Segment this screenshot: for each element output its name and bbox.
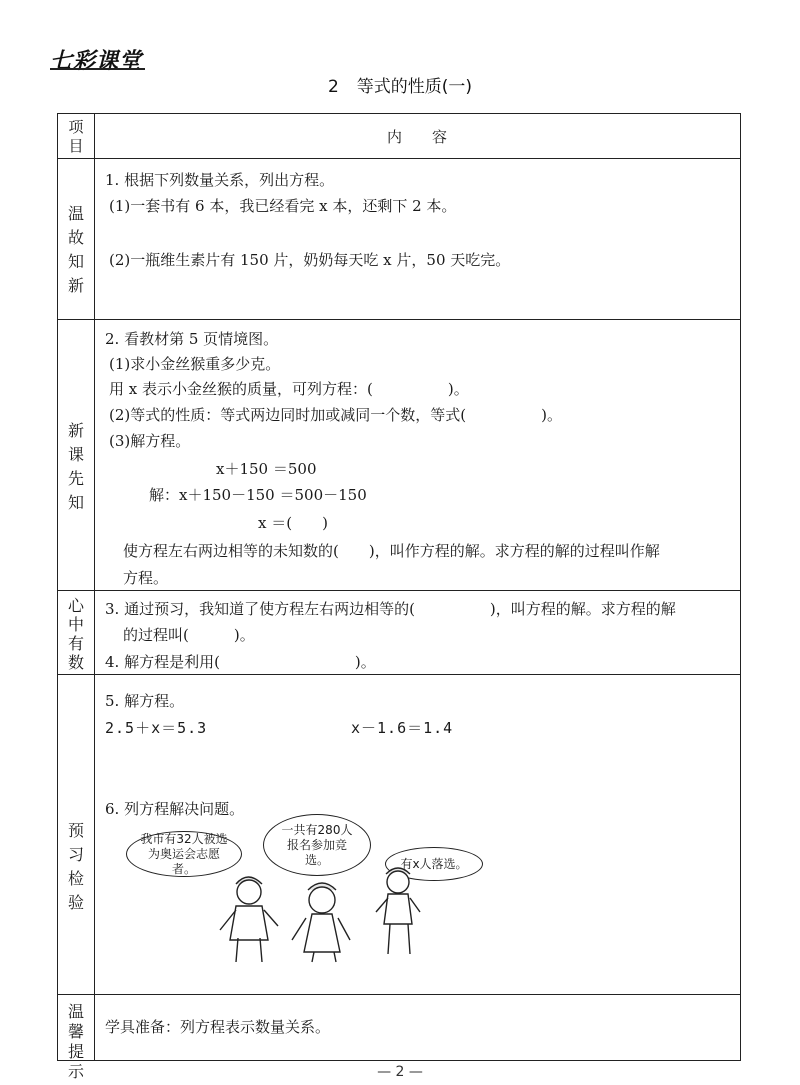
question-2-4-line-1: 使方程左右两边相等的未知数的( )，叫作方程的解。求方程的解的过程叫作解 (123, 542, 660, 560)
question-2-4-line-2: 方程。 (123, 569, 169, 587)
row-divider (58, 994, 740, 995)
speech-bubble-volunteers: 我市有32人被选为奥运会志愿者。 (126, 831, 242, 877)
logo-underline (50, 68, 145, 70)
question-1-1: (1)一套书有 6 本，我已经看完 x 本，还剩下 2 本。 (109, 197, 457, 215)
children-illustration (208, 844, 428, 964)
question-6: 6. 列方程解决问题。 (105, 800, 245, 818)
lesson-number: 2 (327, 77, 339, 97)
question-3-line-2: 的过程叫( )。 (123, 626, 255, 644)
question-2-1: (1)求小金丝猴重多少克。 (109, 355, 281, 373)
question-2-2: (2)等式的性质：等式两边同时加或减同一个数，等式( )。 (109, 406, 562, 424)
section-label-review: 温故知新 (67, 204, 84, 295)
equation-step-1: x＋150 ＝500 (216, 460, 317, 478)
question-5-equation-2: x－1.6＝1.4 (351, 719, 454, 737)
worksheet-table (57, 113, 741, 1081)
row-divider (58, 674, 740, 675)
question-2-1-equation-prompt: 用 x 表示小金丝猴的质量，可列方程：( )。 (109, 380, 469, 398)
section-label-preview: 新课先知 (67, 421, 84, 512)
row-divider (58, 590, 740, 591)
speech-bubble-unselected: 有x人落选。 (385, 847, 483, 881)
logo-text: 七彩课堂 (50, 49, 143, 74)
row-divider (58, 158, 740, 159)
tip-text: 学具准备：列方程表示数量关系。 (105, 1018, 331, 1036)
row-divider (58, 319, 740, 320)
section-label-tip: 温馨提示 (67, 1002, 84, 1081)
lesson-title (0, 72, 800, 97)
question-2-3: (3)解方程。 (109, 432, 191, 450)
child-figure-right (376, 868, 420, 954)
question-1-2: (2)一瓶维生素片有 150 片，奶奶每天吃 x 片，50 天吃完。 (109, 251, 511, 269)
speech-bubble-applicants: 一共有280人报名参加竞选。 (263, 814, 371, 876)
lesson-title-text: 等式的性质(一) (356, 77, 473, 97)
question-1: 1. 根据下列数量关系，列出方程。 (105, 171, 335, 189)
column-header-item: 项目 (68, 118, 84, 155)
page-number: — 2 — (377, 1064, 423, 1080)
question-2: 2. 看教材第 5 页情境图。 (105, 330, 279, 348)
question-5: 5. 解方程。 (105, 692, 185, 710)
child-figure-middle (292, 883, 350, 962)
equation-step-2: 解：x＋150－150 ＝500－150 (149, 486, 367, 504)
column-header-content: 内 容 (386, 128, 447, 146)
child-figure-left (220, 877, 278, 962)
question-3-line-1: 3. 通过预习，我知道了使方程左右两边相等的( )，叫方程的解。求方程的解 (105, 600, 676, 618)
question-4: 4. 解方程是利用( )。 (105, 653, 376, 671)
column-divider (94, 114, 95, 1060)
equation-step-3: x ＝( ) (258, 514, 328, 532)
section-label-check: 预习检验 (67, 821, 84, 912)
section-label-mind: 心中有数 (67, 596, 84, 672)
brand-logo (50, 44, 142, 75)
question-5-equation-1: 2.5＋x＝5.3 (105, 719, 208, 737)
